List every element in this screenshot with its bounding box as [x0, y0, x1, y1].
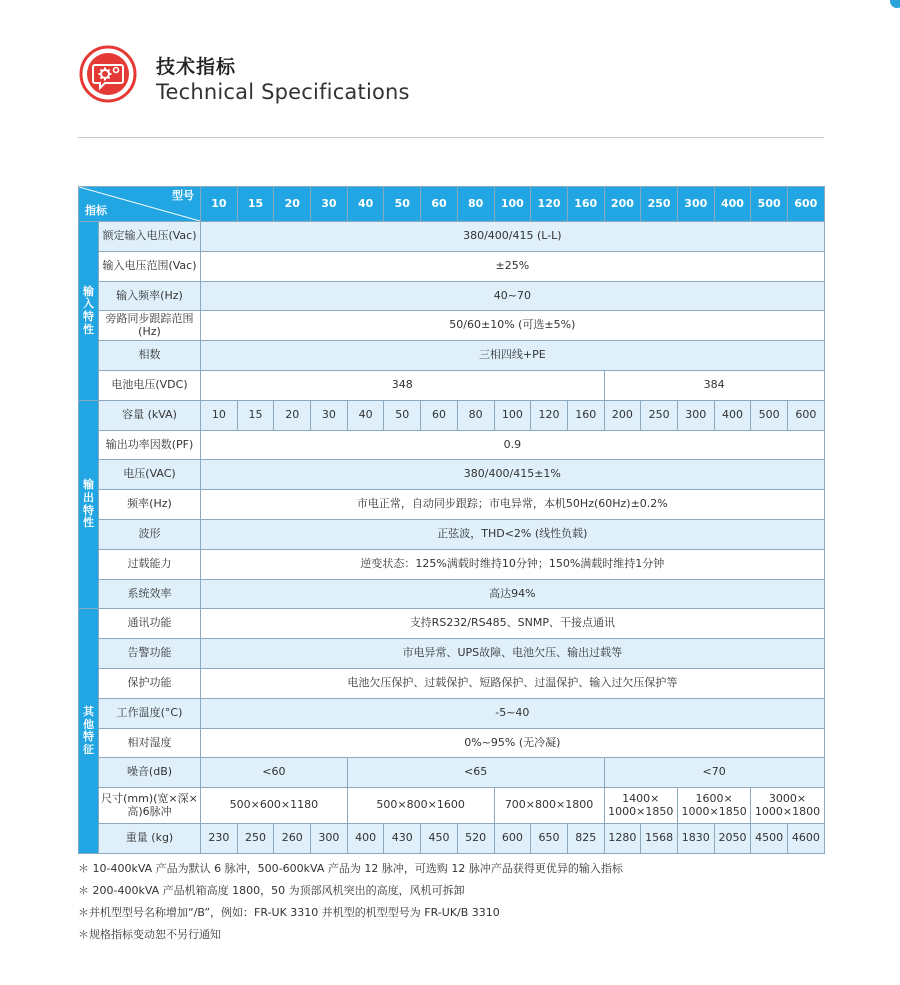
model-header: 300	[677, 187, 714, 222]
footnotes	[78, 858, 623, 946]
table-row	[79, 341, 825, 371]
table-row	[79, 758, 825, 788]
row-label: 过载能力	[99, 549, 201, 579]
model-header: 15	[237, 187, 274, 222]
table-row	[79, 639, 825, 669]
row-label: 保护功能	[99, 668, 201, 698]
group-other	[79, 609, 99, 854]
row-value: 50	[384, 400, 421, 430]
row-value: 500×800×1600	[347, 788, 494, 824]
spec-table	[78, 186, 825, 854]
row-value: 20	[274, 400, 311, 430]
footnote: ＊规格指标变动恕不另行通知	[78, 928, 221, 941]
model-header: 120	[531, 187, 568, 222]
row-label: 电压(VAC)	[99, 460, 201, 490]
row-value: 348	[201, 370, 605, 400]
row-value: 250	[641, 400, 678, 430]
model-header: 20	[274, 187, 311, 222]
row-value: 15	[237, 400, 274, 430]
row-label: 旁路同步跟踪范围(Hz)	[99, 311, 201, 341]
row-label: 输出功率因数(PF)	[99, 430, 201, 460]
row-label: 相数	[99, 341, 201, 371]
model-header: 600	[788, 187, 825, 222]
row-value: 40	[347, 400, 384, 430]
corner-index-label: 指标	[85, 204, 107, 218]
row-value: 2050	[714, 824, 751, 854]
row-label: 重量 (kg)	[99, 824, 201, 854]
table-row	[79, 579, 825, 609]
row-label: 尺寸(mm)(宽×深×高)6脉冲	[99, 788, 201, 824]
table-row	[79, 668, 825, 698]
row-value: 1400× 1000×1850	[604, 788, 677, 824]
footnote: ＊ 10-400kVA 产品为默认 6 脉冲，500-600kVA 产品为 12 脉冲，可选购 12 脉冲产品获得更优异的输入指标	[78, 862, 623, 875]
footnote: ＊并机型型号名称增加“/B”，例如：FR-UK 3310 并机型的机型型号为 FR-UK/B 3310	[78, 906, 500, 919]
row-value: 0%~95% (无冷凝)	[201, 728, 825, 758]
title-en: Technical Specifications	[156, 80, 410, 104]
row-value: 80	[457, 400, 494, 430]
row-value: 160	[567, 400, 604, 430]
table-header-row	[79, 187, 825, 222]
table-row	[79, 281, 825, 311]
row-value: 1280	[604, 824, 641, 854]
row-value: 市电异常、UPS故障、电池欠压、输出过载等	[201, 639, 825, 669]
model-header: 100	[494, 187, 531, 222]
model-header: 200	[604, 187, 641, 222]
row-value: <65	[347, 758, 604, 788]
row-value: 520	[457, 824, 494, 854]
table-row	[79, 311, 825, 341]
row-value: 40~70	[201, 281, 825, 311]
row-value: 1830	[677, 824, 714, 854]
row-value: 1568	[641, 824, 678, 854]
model-header: 60	[421, 187, 458, 222]
group-label: 其他特征	[83, 704, 94, 756]
row-label: 告警功能	[99, 639, 201, 669]
table-row	[79, 728, 825, 758]
model-header: 250	[641, 187, 678, 222]
row-value: 380/400/415±1%	[201, 460, 825, 490]
row-label: 噪音(dB)	[99, 758, 201, 788]
row-value: 三相四线+PE	[201, 341, 825, 371]
row-value: 300	[311, 824, 348, 854]
row-value: 1600× 1000×1850	[677, 788, 750, 824]
row-value: 30	[311, 400, 348, 430]
table-row	[79, 222, 825, 252]
row-label: 电池电压(VDC)	[99, 370, 201, 400]
row-value: 正弦波，THD<2% (线性负载)	[201, 519, 825, 549]
row-value: 380/400/415 (L-L)	[201, 222, 825, 252]
row-label: 系统效率	[99, 579, 201, 609]
model-header: 400	[714, 187, 751, 222]
row-label: 通讯功能	[99, 609, 201, 639]
model-header: 500	[751, 187, 788, 222]
table-row	[79, 824, 825, 854]
row-value: 支持RS232/RS485、SNMP、干接点通讯	[201, 609, 825, 639]
model-header: 50	[384, 187, 421, 222]
group-label: 输出特性	[83, 478, 94, 530]
row-value: 3000× 1000×1800	[751, 788, 824, 824]
table-row	[79, 490, 825, 520]
row-value: 逆变状态：125%满载时维持10分钟；150%满载时维持1分钟	[201, 549, 825, 579]
group-label: 输入特性	[83, 284, 94, 336]
footnote: ＊ 200-400kVA 产品机箱高度 1800，50 为顶部风机突出的高度，风机可拆卸	[78, 884, 465, 897]
row-label: 输入电压范围(Vac)	[99, 251, 201, 281]
group-input	[79, 222, 99, 401]
table-row	[79, 430, 825, 460]
row-value: 230	[201, 824, 238, 854]
row-value: 400	[714, 400, 751, 430]
row-value: 4600	[788, 824, 825, 854]
row-value: 高达94%	[201, 579, 825, 609]
row-value: 0.9	[201, 430, 825, 460]
section-header	[78, 38, 824, 138]
table-row	[79, 460, 825, 490]
corner-model-label: 型号	[172, 189, 194, 202]
model-header: 80	[457, 187, 494, 222]
row-value: 400	[347, 824, 384, 854]
row-value: 电池欠压保护、过载保护、短路保护、过温保护、输入过欠压保护等	[201, 668, 825, 698]
row-value: ±25%	[201, 251, 825, 281]
row-value: 260	[274, 824, 311, 854]
row-value: 500	[751, 400, 788, 430]
model-header: 30	[311, 187, 348, 222]
table-row	[79, 549, 825, 579]
group-output	[79, 400, 99, 609]
table-row	[79, 370, 825, 400]
row-label: 输入频率(Hz)	[99, 281, 201, 311]
row-value: 50/60±10% (可选±5%)	[201, 311, 825, 341]
row-label: 工作温度(°C)	[99, 698, 201, 728]
row-value: 384	[604, 370, 824, 400]
title-cn: 技术指标	[156, 56, 237, 78]
row-value: 200	[604, 400, 641, 430]
row-value: 市电正常，自动同步跟踪；市电异常，本机50Hz(60Hz)±0.2%	[201, 490, 825, 520]
corner-cell	[79, 187, 201, 222]
table-row	[79, 698, 825, 728]
gear-monitor-icon	[78, 44, 138, 104]
row-value: 600	[788, 400, 825, 430]
row-value: <60	[201, 758, 348, 788]
row-value: 100	[494, 400, 531, 430]
corner-dot	[890, 0, 900, 8]
row-label: 容量 (kVA)	[99, 400, 201, 430]
row-label: 额定输入电压(Vac)	[99, 222, 201, 252]
model-header: 10	[201, 187, 238, 222]
row-value: 600	[494, 824, 531, 854]
row-value: 825	[567, 824, 604, 854]
row-value: 250	[237, 824, 274, 854]
row-value: 300	[677, 400, 714, 430]
model-header: 40	[347, 187, 384, 222]
row-value: 120	[531, 400, 568, 430]
row-label: 频率(Hz)	[99, 490, 201, 520]
row-value: 500×600×1180	[201, 788, 348, 824]
row-label: 波形	[99, 519, 201, 549]
table-row	[79, 519, 825, 549]
table-row	[79, 609, 825, 639]
row-value: 450	[421, 824, 458, 854]
model-header: 160	[567, 187, 604, 222]
row-value: 4500	[751, 824, 788, 854]
row-value: 60	[421, 400, 458, 430]
row-value: 430	[384, 824, 421, 854]
table-row	[79, 400, 825, 430]
table-row	[79, 788, 825, 824]
table-row	[79, 251, 825, 281]
row-value: <70	[604, 758, 824, 788]
row-value: 10	[201, 400, 238, 430]
row-value: 700×800×1800	[494, 788, 604, 824]
row-label: 相对湿度	[99, 728, 201, 758]
row-value: 650	[531, 824, 568, 854]
row-value: -5~40	[201, 698, 825, 728]
